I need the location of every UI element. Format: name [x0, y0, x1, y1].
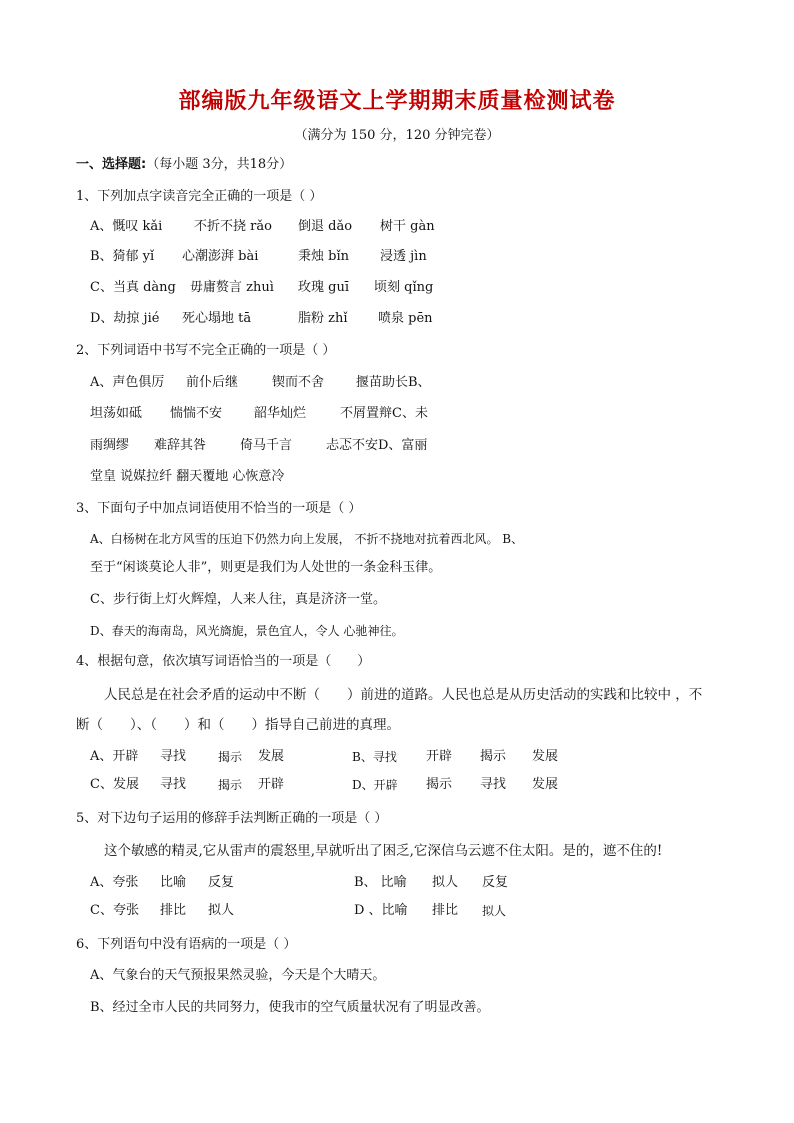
section-heading: [76, 156, 292, 174]
q1-b-4: 浸透 jìn: [380, 249, 427, 264]
q2-l3-1: 雨绸缪: [90, 438, 130, 453]
q4-a-1: A、开辟: [90, 749, 139, 764]
q1-a-3: 倒退 dǎo: [298, 219, 353, 234]
q4-stem: 4、根据句意，依次填写词语恰当的一项是（ ）: [76, 654, 371, 669]
q2-l3-2: 难辞其咎: [154, 438, 207, 453]
q5-b-1: B、 比喻: [354, 875, 407, 890]
q4-a-4: 发展: [258, 749, 285, 764]
q1-b-2: 心潮澎湃 bài: [182, 249, 259, 264]
q3-stem: 3、下面句子中加点词语使用不恰当的一项是（ ）: [76, 501, 362, 516]
exam-subtitle: （满分为 150 分，120 分钟完卷）: [294, 128, 500, 143]
q2-l1-2: 前仆后继: [186, 375, 239, 390]
q6-option-a: A、气象台的天气预报果然灵验，今天是个大晴天。: [90, 968, 386, 983]
q6-stem: 6、下列语句中没有语病的一项是（ ）: [76, 937, 297, 952]
q1-d-3: 脂粉 zhǐ: [298, 311, 348, 326]
q2-l1-4: 揠苗助长B、: [356, 375, 431, 390]
q5-c-3: 拟人: [208, 903, 235, 918]
q1-a-1: A、慨叹 kǎi: [90, 219, 163, 234]
q4-b-4: 发展: [532, 749, 559, 764]
q1-a-2: 不折不挠 rǎo: [194, 219, 272, 234]
q5-d-2: 排比: [432, 903, 459, 918]
q2-stem: 2、下列词语中书写不完全正确的一项是（ ）: [76, 343, 336, 358]
q1-c-1: C、当真 dàng: [90, 280, 176, 295]
q2-l3-4: 忐忑不安D、富丽: [326, 438, 428, 453]
q4-passage-line-2: 断（ ）、（ ）和（ ）指导自己前进的真理。: [76, 717, 400, 733]
section-note: （每小题 3分，共18分）: [146, 157, 293, 172]
q4-passage-line-1: 人民总是在社会矛盾的运动中不断（ ）前进的道路。人民也总是从历史活动的实践和比较中 ，不: [104, 687, 703, 703]
q3-option-a: A、白杨树在北方风雪的压迫下仍然力向上发展， 不折不挠地对抗着西北风。 B、: [90, 532, 524, 546]
q5-c-1: C、夸张: [90, 903, 139, 918]
q5-quote: 这个敏感的精灵,它从雷声的震怒里,早就听出了困乏,它深信乌云遮不住太阳。是的，遮不住的!: [104, 843, 663, 859]
q5-a-3: 反复: [208, 875, 235, 890]
q4-b-3: 揭示: [480, 749, 507, 764]
q5-stem: 5、对下边句子运用的修辞手法判断正确的一项是（ ）: [76, 811, 388, 826]
q1-b-1: B、猗郁 yǐ: [90, 249, 155, 264]
q1-d-4: 喷泉 pēn: [378, 311, 433, 326]
q2-l3-3: 倚马千言: [240, 438, 293, 453]
q1-c-2: 毋庸赘言 zhuì: [190, 280, 274, 295]
q5-b-3: 反复: [482, 875, 509, 890]
q2-l2-2: 惴惴不安: [170, 406, 223, 421]
q2-l2-4: 不屑置辩C、未: [340, 406, 428, 421]
q4-c-3: 揭示: [218, 778, 243, 792]
q2-l1-1: A、声色俱厉: [90, 375, 165, 390]
q2-line-4: 堂皇 说媒拉纤 翻天覆地 心恢意冷: [90, 469, 285, 484]
q4-d-2: 揭示: [426, 777, 453, 792]
q1-stem: 1、下列加点字读音完全正确的一项是（ ）: [76, 189, 323, 204]
q1-a-4: 树干 gàn: [380, 219, 435, 234]
q1-b-3: 秉烛 bǐn: [298, 249, 349, 264]
q3-option-d: D、春天的海南岛，风光旖旎，景色宜人，令人 心驰神往。: [90, 624, 404, 638]
q2-l1-3: 锲而不舍: [272, 375, 325, 390]
section-label: 一、选择题:: [76, 157, 147, 172]
q5-d-3: 拟人: [482, 904, 507, 918]
q4-c-4: 开辟: [258, 777, 285, 792]
q4-d-3: 寻找: [480, 777, 507, 792]
q3-option-c: C、步行街上灯火辉煌，人来人往，真是济济一堂。: [90, 592, 386, 607]
q1-c-4: 顷刻 qǐng: [374, 280, 434, 295]
q4-c-2: 寻找: [160, 777, 187, 792]
q5-b-2: 拟人: [432, 875, 459, 890]
q1-d-2: 死心塌地 tā: [182, 311, 252, 326]
q4-a-2: 寻找: [160, 749, 187, 764]
q6-option-b: B、经过全市人民的共同努力，使我市的空气质量状况有了明显改善。: [90, 1000, 490, 1015]
q1-c-3: 玫瑰 guī: [298, 280, 349, 295]
q2-l2-1: 坦荡如砥: [90, 406, 143, 421]
q4-d-4: 发展: [532, 777, 559, 792]
q5-c-2: 排比: [160, 903, 187, 918]
q5-a-1: A、夸张: [90, 875, 139, 890]
exam-title: 部编版九年级语文上学期期末质量检测试卷: [178, 89, 616, 114]
q1-d-1: D、劫掠 jié: [90, 311, 160, 326]
q5-d-1: D 、比喻: [354, 903, 408, 918]
q4-b-1: B、寻找: [352, 750, 397, 764]
q2-l2-3: 韶华灿烂: [254, 406, 307, 421]
q4-b-2: 开辟: [426, 749, 453, 764]
q4-c-1: C、发展: [90, 777, 139, 792]
q5-a-2: 比喻: [160, 875, 187, 890]
q4-d-1: D、开辟: [352, 778, 398, 792]
q3-option-b: 至于“闲谈莫论人非”，则更是我们为人处世的一条金科玉律。: [90, 560, 442, 575]
q4-a-3: 揭示: [218, 750, 243, 764]
